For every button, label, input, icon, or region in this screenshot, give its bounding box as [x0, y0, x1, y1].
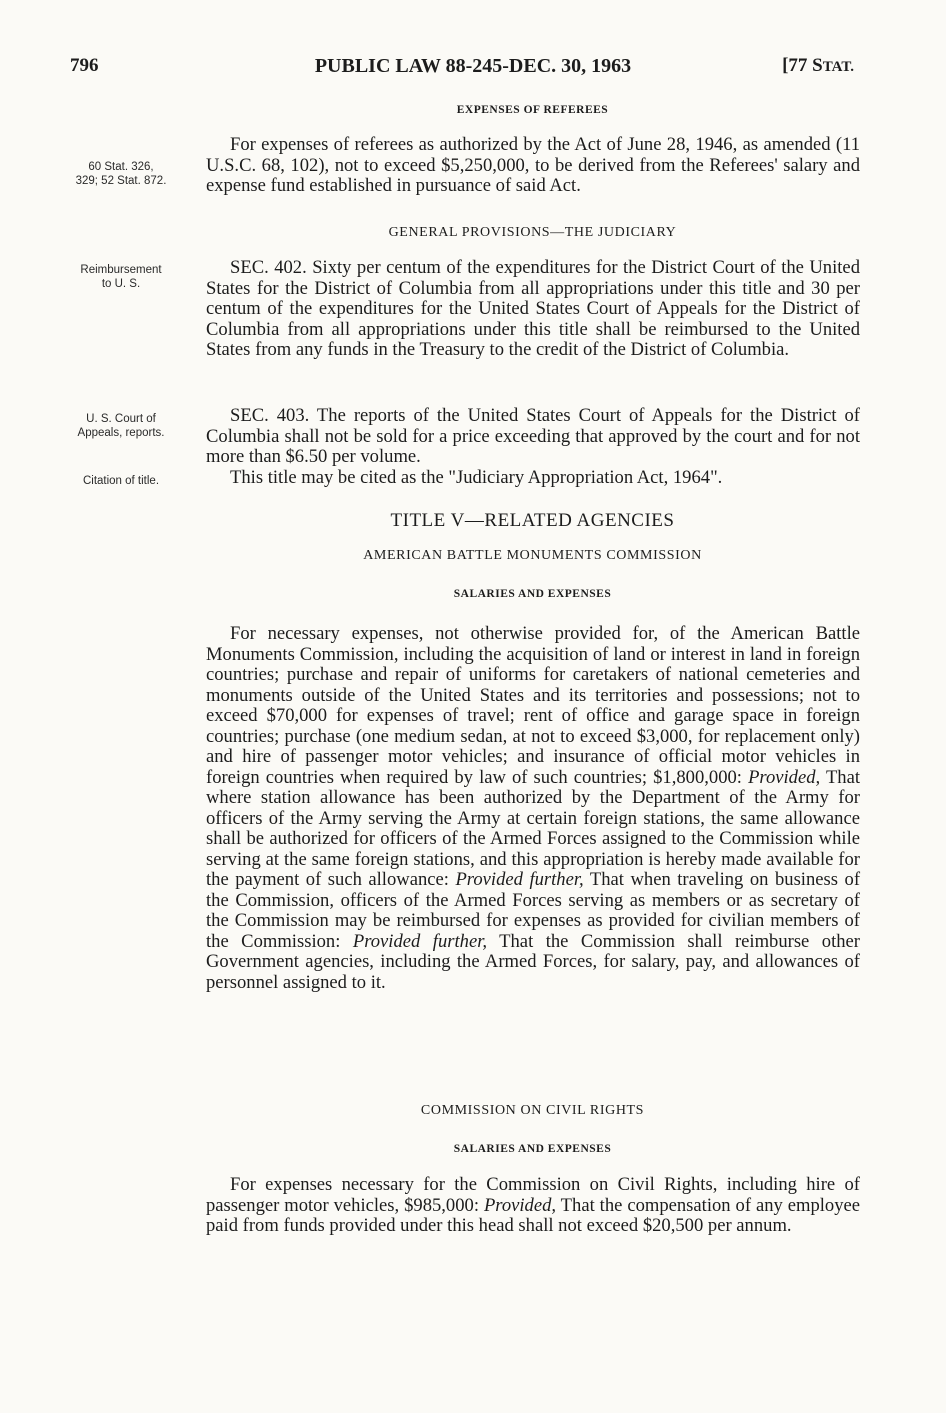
side-note-line: U. S. Court of	[86, 413, 156, 425]
heading-abmc: AMERICAN BATTLE MONUMENTS COMMISSION	[363, 548, 702, 563]
paragraph-sec-403	[206, 406, 860, 468]
paragraph-referees	[206, 135, 860, 197]
side-note-line: to U. S.	[101, 278, 141, 290]
proviso-italic: Provided,	[748, 766, 821, 788]
paragraph-text: SEC. 403. The reports of the United States Court of Appeals for the District of Columbia shall not be sold for a price exceeding that approved by the court and for not more than $6.50 per volume.	[206, 405, 860, 467]
paragraph-segment: That where station allowance has been authorized by the Department of the Army for officers of the Army serving the Army at certain foreign stations, the same allowance shall be authorized for officers of the Armed Forces assigned to the Commission while serving at the same foreign stations, and this appropriation is hereby made available for the payment of such allowance:	[206, 766, 861, 890]
side-note-line: Appeals, reports.	[77, 427, 165, 439]
heading-salaries-and-expenses: SALARIES AND EXPENSES	[453, 588, 612, 600]
law-title: PUBLIC LAW 88-245-DEC. 30, 1963	[314, 55, 632, 77]
side-note-reimbursement	[50, 263, 192, 291]
proviso-italic: Provided,	[483, 1194, 557, 1216]
heading-salaries-and-expenses-2: SALARIES AND EXPENSES	[453, 1143, 612, 1155]
running-head	[0, 55, 946, 83]
paragraph-text	[206, 624, 860, 993]
paragraph-segment: That the compensation of any employee paid from funds provided under this head shall not exceed $20,500 per annum.	[206, 1194, 861, 1236]
paragraph-segment: For expenses necessary for the Commission on Civil Rights, including hire of passenger motor vehicles, $985,000:	[206, 1174, 860, 1216]
paragraph-segment: For necessary expenses, not otherwise provided for, of the American Battle Monuments Commission, including the acquisition of land or interest in land in foreign countries; purchase and repair of uniforms for caretakers of national cemeteries and monuments outside of the United States and its territories and possessions; not to exceed $70,000 for expenses of travel; rent of office and garage space in foreign countries; purchase (one medium sedan, at not to exceed $3,000, for replacement only) and hire of passenger motor vehicles; and insurance of official motor vehicles in foreign countries when required by law of such countries; $1,800,000:	[206, 623, 860, 788]
side-note-line: 329; 52 Stat. 872.	[75, 175, 167, 187]
paragraph-civil-rights	[206, 1175, 860, 1237]
statute-ref-sc: TAT.	[822, 59, 854, 75]
statute-ref-num: [77 S	[782, 55, 823, 76]
paragraph-abmc	[206, 624, 860, 993]
proviso-italic: Provided further,	[455, 869, 584, 890]
heading-commission-on-civil-rights: COMMISSION ON CIVIL RIGHTS	[420, 1103, 645, 1118]
paragraph-text	[206, 1175, 860, 1237]
statute-reference	[782, 55, 854, 77]
paragraph-segment: That when traveling on business of the Commission, officers of the Armed Forces serving as members or as secretary of the Commission may be reimbursed for expenses as provided for civilian members of the Commission:	[206, 869, 861, 952]
heading-expenses-of-referees: EXPENSES OF REFEREES	[456, 104, 609, 116]
heading-title-v: TITLE V—RELATED AGENCIES	[390, 510, 675, 531]
paragraph-segment: That the Commission shall reimburse other Government agencies, including the Armed Forces, for salary, pay, and allowances of personnel assigned to it.	[206, 930, 860, 993]
paragraph-text: For expenses of referees as authorized by the Act of June 28, 1946, as amended (11 U.S.C. 68, 102), not to exceed $5,250,000, to be derived from the Referees' salary and expense fund established in pursuance of said Act.	[206, 134, 860, 196]
paragraph-text: SEC. 402. Sixty per centum of the expenditures for the District Court of the United States for the District of Columbia from all appropriations under this title and 30 per centum of the expenditures for the United States Court of Appeals for the District of Columbia from all appropriations under this title shall be reimbursed to the United States from any funds in the Treasury to the credit of the District of Columbia.	[206, 257, 860, 360]
paragraph-text: This title may be cited as the "Judiciary Appropriation Act, 1964".	[230, 467, 723, 488]
paragraph-citation	[206, 468, 860, 489]
paragraph-sec-402	[206, 258, 860, 361]
page-number: 796	[70, 55, 99, 76]
side-note-statute-citation	[50, 160, 192, 188]
heading-general-provisions: GENERAL PROVISIONS—THE JUDICIARY	[388, 225, 677, 240]
side-note-line: 60 Stat. 326,	[88, 161, 154, 173]
side-note-citation-of-title	[50, 474, 192, 488]
side-note-line: Reimbursement	[80, 264, 162, 276]
proviso-italic: Provided further,	[352, 930, 488, 952]
side-note-court-of-appeals	[50, 412, 192, 440]
side-note-line: Citation of title.	[82, 475, 160, 487]
